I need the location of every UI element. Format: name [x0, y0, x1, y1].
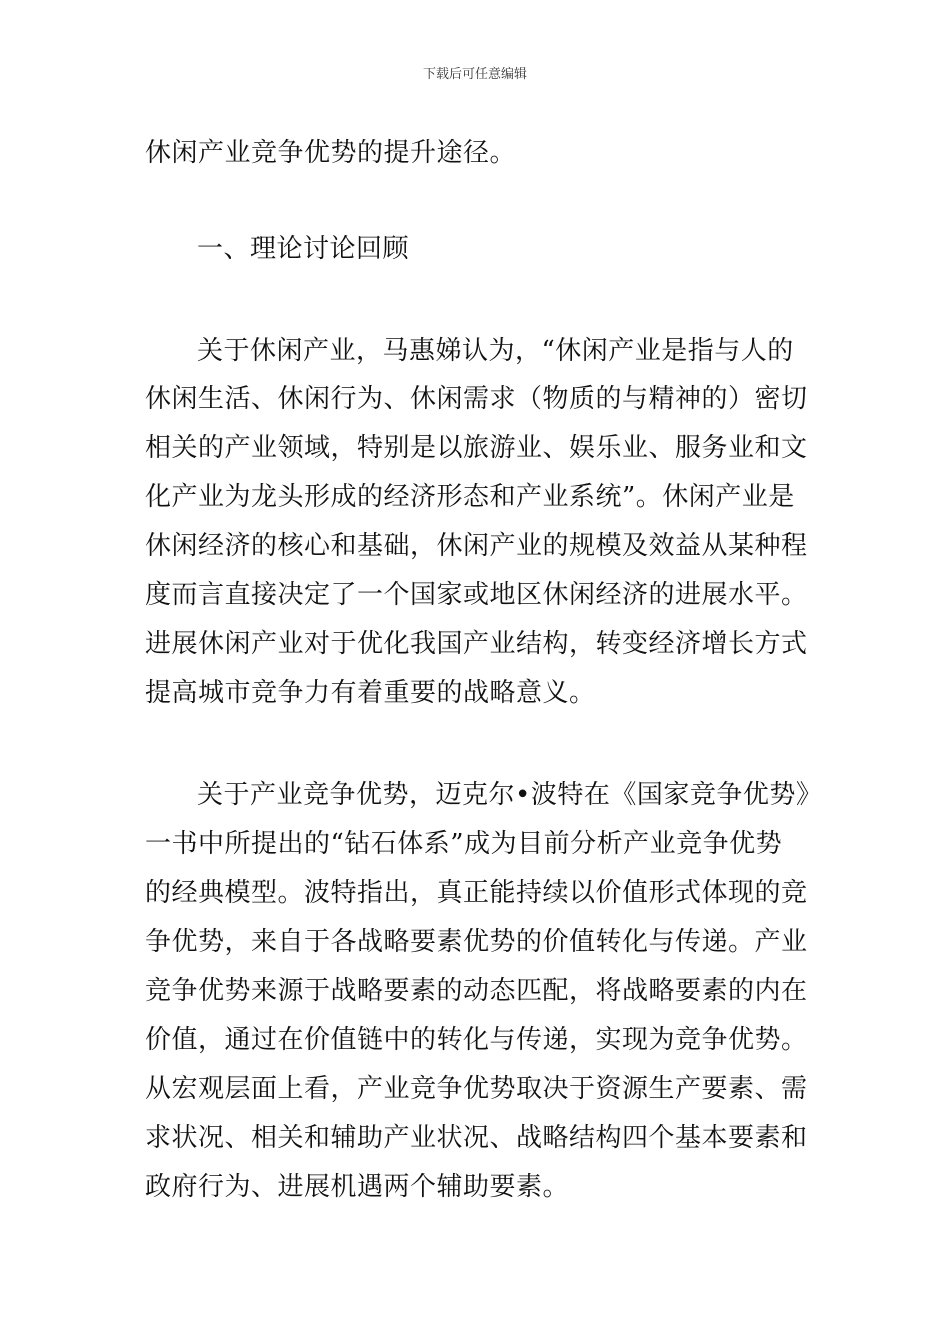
section-heading: 一、理论讨论回顾	[197, 234, 410, 264]
paragraph-line: 化产业为龙头形成的经济形态和产业系统”。休闲产业是	[145, 482, 795, 512]
paragraph-line: 度而言直接决定了一个国家或地区休闲经济的进展水平。	[145, 580, 808, 610]
paragraph-line: 政府行为、进展机遇两个辅助要素。	[145, 1172, 570, 1202]
intro-tail-line: 休闲产业竞争优势的提升途径。	[145, 138, 517, 168]
paragraph-line: 从宏观层面上看，产业竞争优势取决于资源生产要素、需	[145, 1074, 808, 1104]
paragraph-line: 相关的产业领域，特别是以旅游业、娱乐业、服务业和文	[145, 433, 808, 463]
paragraph-line: 竞争优势来源于战略要素的动态匹配，将战略要素的内在	[145, 976, 808, 1006]
paragraph-line: 价值，通过在价值链中的转化与传递，实现为竞争优势。	[145, 1025, 808, 1055]
paragraph-line: 关于产业竞争优势，迈克尔•波特在《国家竞争优势》	[197, 780, 823, 810]
paragraph-line: 求状况、相关和辅助产业状况、战略结构四个基本要素和	[145, 1123, 808, 1153]
paragraph-line: 关于休闲产业，马惠娣认为，“休闲产业是指与人的	[197, 336, 794, 366]
paragraph-line: 进展休闲产业对于优化我国产业结构，转变经济增长方式	[145, 629, 808, 659]
paragraph-line: 的经典模型。波特指出，真正能持续以价值形式体现的竞	[145, 878, 808, 908]
paragraph-line: 提高城市竞争力有着重要的战略意义。	[145, 678, 596, 708]
paragraph-line: 休闲生活、休闲行为、休闲需求（物质的与精神的）密切	[145, 384, 808, 414]
page-header: 下载后可任意编辑	[422, 67, 527, 82]
paragraph-line: 休闲经济的核心和基础，休闲产业的规模及效益从某种程	[145, 531, 808, 561]
paragraph-line: 一书中所提出的“钻石体系”成为目前分析产业竞争优势	[145, 829, 783, 859]
paragraph-line: 争优势，来自于各战略要素优势的价值转化与传递。产业	[145, 927, 808, 957]
